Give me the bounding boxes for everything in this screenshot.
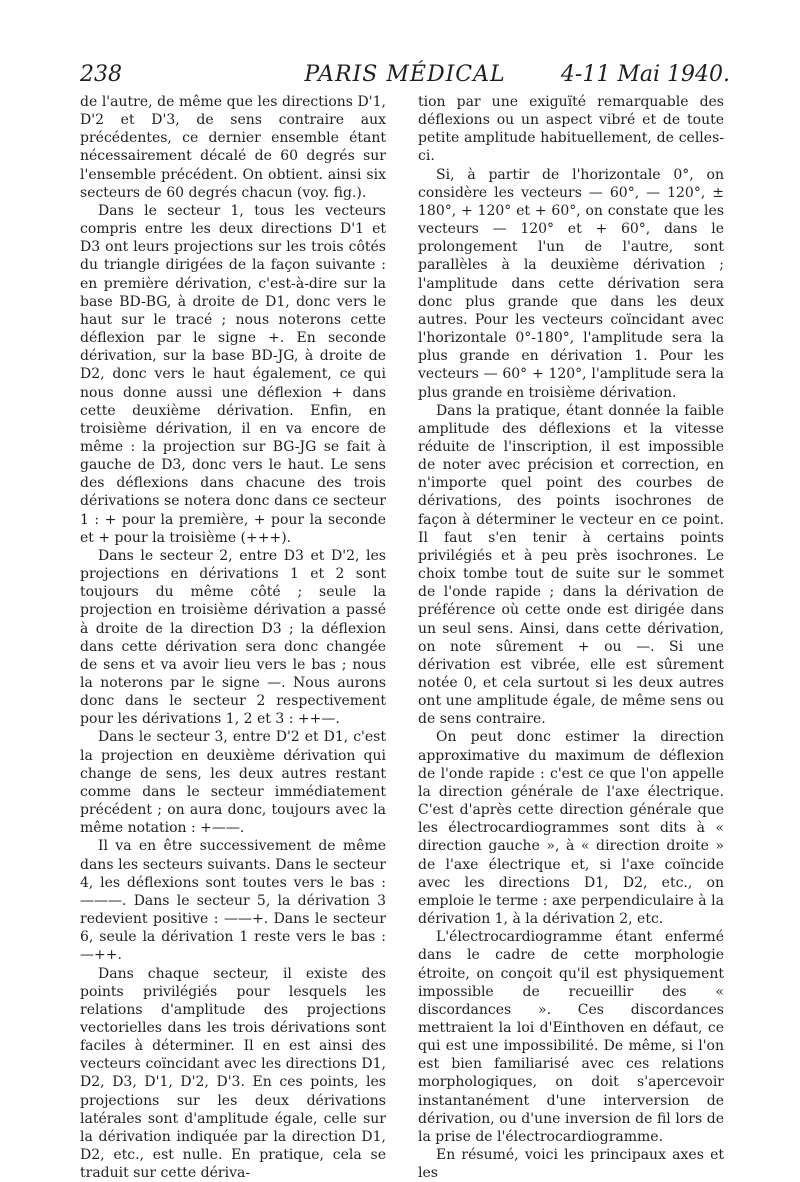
paragraph: Dans la pratique, étant donnée la faible amplitude des déflexions et la vitesse réduite de l'inscription, il est impossible de noter avec précision et correction, en n'importe quel point des courbes de dérivations, des points isochrones de façon à déterminer le vecteur en ce point. Il faut s'en tenir à certains points privilégiés et à peu près isochrones. Le choix tombe tout de suite sur le sommet de l'onde rapide ; dans la dérivation de préférence où cette onde est dirigée dans un seul sens. Ainsi, dans cette dérivation, on note sûrement + ou —. Si une dérivation est vibrée, elle est sûrement notée 0, et cela surtout si les deux autres ont une amplitude égale, de même sens ou de sens contraire.: [418, 402, 724, 729]
paragraph: L'électrocardiogramme étant enfermé dans le cadre de cette morphologie étroite, on conçoit qu'il est physiquement impossible de recueillir des « discordances ». Ces discordances mettraient la loi d'Einthoven en défaut, ce qui est une impossibilité. De même, si l'on est bien familiarisé avec ces relations morphologiques, on doit s'apercevoir instantanément d'une interversion de dérivation, ou d'une inversion de fil lors de la prise de l'électrocardiogramme.: [418, 928, 724, 1146]
left-column: [80, 93, 386, 1182]
page-number: 238: [80, 58, 122, 92]
right-column: [418, 93, 724, 1182]
paragraph: tion par une exiguïté remarquable des déflexions ou un aspect vibré et de toute petite amplitude habituellement, de celles-ci.: [418, 93, 724, 166]
paragraph: Dans le secteur 2, entre D3 et D'2, les projections en dérivations 1 et 2 sont toujours du même côté ; seule la projection en troisième dérivation a passé à droite de la direction D3 ; la déflexion dans cette dérivation sera donc changée de sens et va avoir lieu vers le bas ; nous la noterons par le signe —. Nous aurons donc dans le secteur 2 respectivement pour les dérivations 1, 2 et 3 : ++—.: [80, 547, 386, 729]
paragraph: Dans le secteur 1, tous les vecteurs compris entre les deux directions D'1 et D3 ont leurs projections sur les trois côtés du triangle dirigées de la façon suivante : en première dérivation, c'est-à-dire sur la base BD-BG, à droite de D1, donc vers le haut sur le tracé ; nous noterons cette déflexion par le signe +. En seconde dérivation, sur la base BD-JG, à droite de D2, donc vers le haut également, ce qui nous donne aussi une déflexion + dans cette deuxième dérivation. Enfin, en troisième dérivation, il en va encore de même : la projection sur BG-JG se fait à gauche de D3, donc vers le haut. Le sens des déflexions dans chacune des trois dérivations se notera donc dans ce secteur 1 : + pour la première, + pour la seconde et + pour la troisième (+++).: [80, 202, 386, 547]
paragraph: de l'autre, de même que les directions D'1, D'2 et D'3, de sens contraire aux précédentes, ce dernier ensemble étant nécessairement décalé de 60 degrés sur l'ensemble précédent. On obtient. ainsi six secteurs de 60 degrés chacun (voy. fig.).: [80, 93, 386, 202]
paragraph: On peut donc estimer la direction approximative du maximum de déflexion de l'onde rapide : c'est ce que l'on appelle la direction générale de l'axe électrique. C'est d'après cette direction générale que les électrocardiogrammes sont dits à « direction gauche », à « direction droite » de l'axe électrique et, si l'axe coïncide avec les directions D1, D2, etc., on emploie le terme : axe perpendiculaire à la dérivation 1, à la dérivation 2, etc.: [418, 728, 724, 928]
issue-date: 4-11 Mai 1940.: [561, 58, 730, 92]
paragraph: Si, à partir de l'horizontale 0°, on considère les vecteurs — 60°, — 120°, ± 180°, + 120° et + 60°, on constate que les vecteurs — 120° et + 60°, dans le prolongement l'un de l'autre, sont parallèles à la deuxième dérivation ; l'amplitude dans cette dérivation sera donc plus grande que dans les deux autres. Pour les vecteurs coïncidant avec l'horizontale 0°-180°, l'amplitude sera la plus grande en dérivation 1. Pour les vecteurs — 60° + 120°, l'amplitude sera la plus grande en troisième dérivation.: [418, 166, 724, 402]
journal-title: PARIS MÉDICAL: [80, 58, 730, 92]
paragraph: Il va en être successivement de même dans les secteurs suivants. Dans le secteur 4, les déflexions sont toutes vers le bas : ———. Dans le secteur 5, la dérivation 3 redevient positive : ——+. Dans le secteur 6, seule la dérivation 1 reste vers le bas : —++.: [80, 837, 386, 964]
running-header: [80, 58, 730, 92]
paragraph: En résumé, voici les principaux axes et les: [418, 1146, 724, 1182]
paragraph: Dans le secteur 3, entre D'2 et D1, c'est la projection en deuxième dérivation qui change de sens, les deux autres restant comme dans le secteur immédiatement précédent ; on aura donc, toujours avec la même notation : +——.: [80, 728, 386, 837]
paragraph: Dans chaque secteur, il existe des points privilégiés pour lesquels les relations d'amplitude des projections vectorielles dans les trois dérivations sont faciles à déterminer. Il en est ainsi des vecteurs coïncidant avec les directions D1, D2, D3, D'1, D'2, D'3. En ces points, les projections sur les deux dérivations latérales sont d'amplitude égale, celle sur la dérivation indiquée par la direction D1, D2, etc., est nulle. En pratique, cela se traduit sur cette dériva-: [80, 965, 386, 1182]
